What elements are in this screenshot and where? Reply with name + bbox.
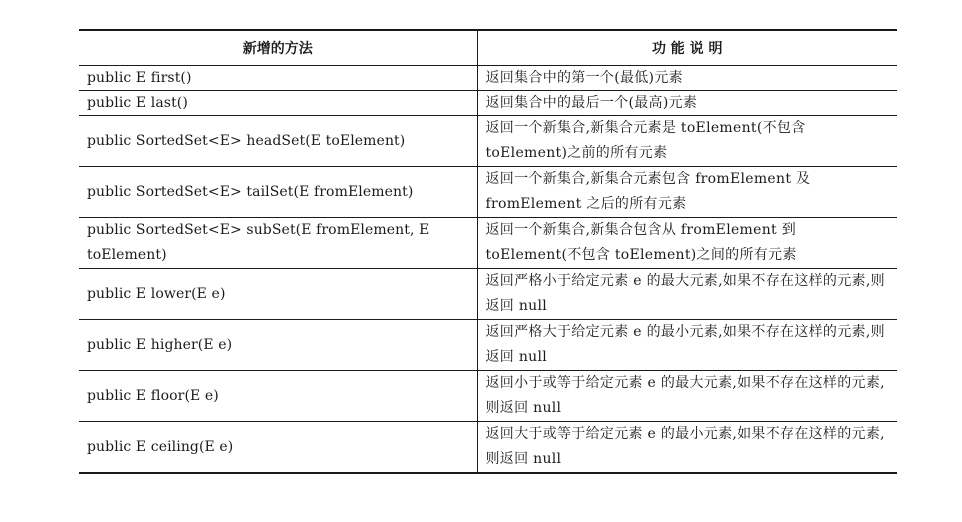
table-row xyxy=(79,116,897,167)
table-row xyxy=(79,167,897,218)
table-row xyxy=(79,422,897,474)
method-cell: public SortedSet<E> headSet(E toElement) xyxy=(79,116,477,167)
method-cell: public SortedSet<E> subSet(E fromElement, E toElement) xyxy=(79,218,477,269)
table-row xyxy=(79,269,897,320)
description-cell: 返回严格大于给定元素 e 的最小元素,如果不存在这样的元素,则返回 null xyxy=(477,320,897,371)
method-cell: public E ceiling(E e) xyxy=(79,422,477,474)
table-header-row xyxy=(79,30,897,66)
table-row xyxy=(79,218,897,269)
description-cell: 返回集合中的第一个(最低)元素 xyxy=(477,66,897,91)
method-cell: public SortedSet<E> tailSet(E fromElement) xyxy=(79,167,477,218)
column-header-description: 功 能 说 明 xyxy=(477,30,897,66)
method-cell: public E higher(E e) xyxy=(79,320,477,371)
table-row xyxy=(79,371,897,422)
description-cell: 返回一个新集合,新集合包含从 fromElement 到 toElement(不包含 toElement)之间的所有元素 xyxy=(477,218,897,269)
description-cell: 返回小于或等于给定元素 e 的最大元素,如果不存在这样的元素,则返回 null xyxy=(477,371,897,422)
description-cell: 返回严格小于给定元素 e 的最大元素,如果不存在这样的元素,则返回 null xyxy=(477,269,897,320)
description-cell: 返回大于或等于给定元素 e 的最小元素,如果不存在这样的元素,则返回 null xyxy=(477,422,897,474)
table-row xyxy=(79,320,897,371)
method-cell: public E floor(E e) xyxy=(79,371,477,422)
method-cell: public E lower(E e) xyxy=(79,269,477,320)
column-header-method: 新增的方法 xyxy=(79,30,477,66)
table-row xyxy=(79,91,897,116)
table-row xyxy=(79,66,897,91)
method-cell: public E first() xyxy=(79,66,477,91)
method-cell: public E last() xyxy=(79,91,477,116)
methods-table xyxy=(79,29,897,474)
description-cell: 返回一个新集合,新集合元素是 toElement(不包含 toElement)之前的所有元素 xyxy=(477,116,897,167)
description-cell: 返回集合中的最后一个(最高)元素 xyxy=(477,91,897,116)
description-cell: 返回一个新集合,新集合元素包含 fromElement 及 fromElement 之后的所有元素 xyxy=(477,167,897,218)
